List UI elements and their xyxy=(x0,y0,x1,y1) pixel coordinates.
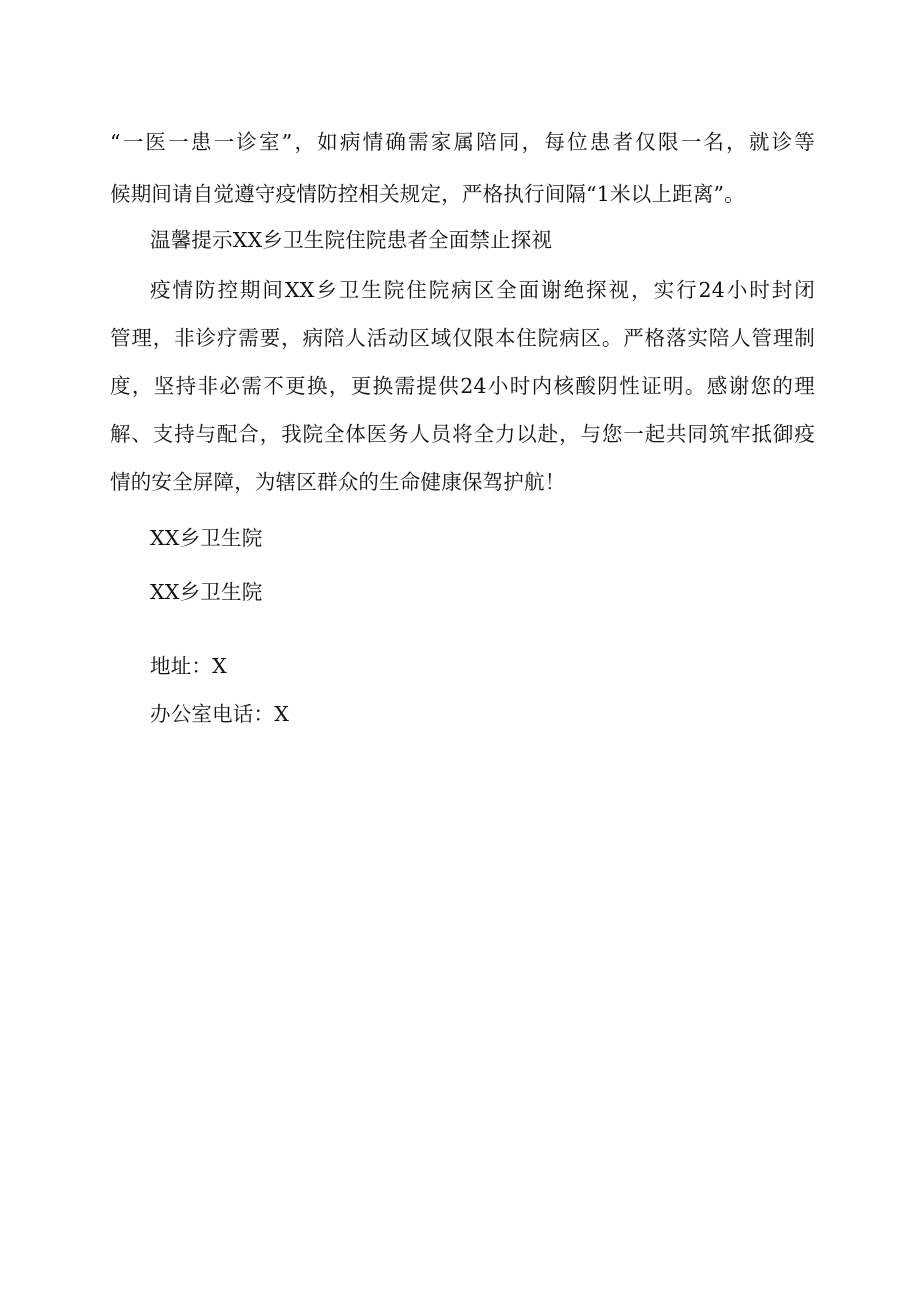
notice-body-line-1: 疫情防控期间XX乡卫生院住院病区全面谢绝探视，实行24小时封闭 xyxy=(150,278,815,302)
office-phone-line: 办公室电话：X xyxy=(150,702,289,726)
notice-body-line-2: 管理，非诊疗需要，病陪人活动区域仅限本住院病区。严格落实陪人管理制 xyxy=(110,326,815,350)
continuation-line-2: 候期间请自觉遵守疫情防控相关规定，严格执行间隔“1米以上距离”。 xyxy=(110,182,745,206)
notice-body-line-4: 解、支持与配合，我院全体医务人员将全力以赴，与您一起共同筑牢抵御疫 xyxy=(110,422,815,446)
continuation-line-1: “一医一患一诊室”，如病情确需家属陪同，每位患者仅限一名，就诊等 xyxy=(110,130,815,154)
notice-body-line-3: 度，坚持非必需不更换，更换需提供24小时内核酸阴性证明。感谢您的理 xyxy=(110,374,815,398)
signature-line-2: XX乡卫生院 xyxy=(150,580,263,604)
notice-title: 温馨提示XX乡卫生院住院患者全面禁止探视 xyxy=(150,228,553,252)
notice-body-line-5: 情的安全屏障，为辖区群众的生命健康保驾护航！ xyxy=(110,470,566,494)
address-line: 地址：X xyxy=(150,654,227,678)
signature-line-1: XX乡卫生院 xyxy=(150,526,263,550)
